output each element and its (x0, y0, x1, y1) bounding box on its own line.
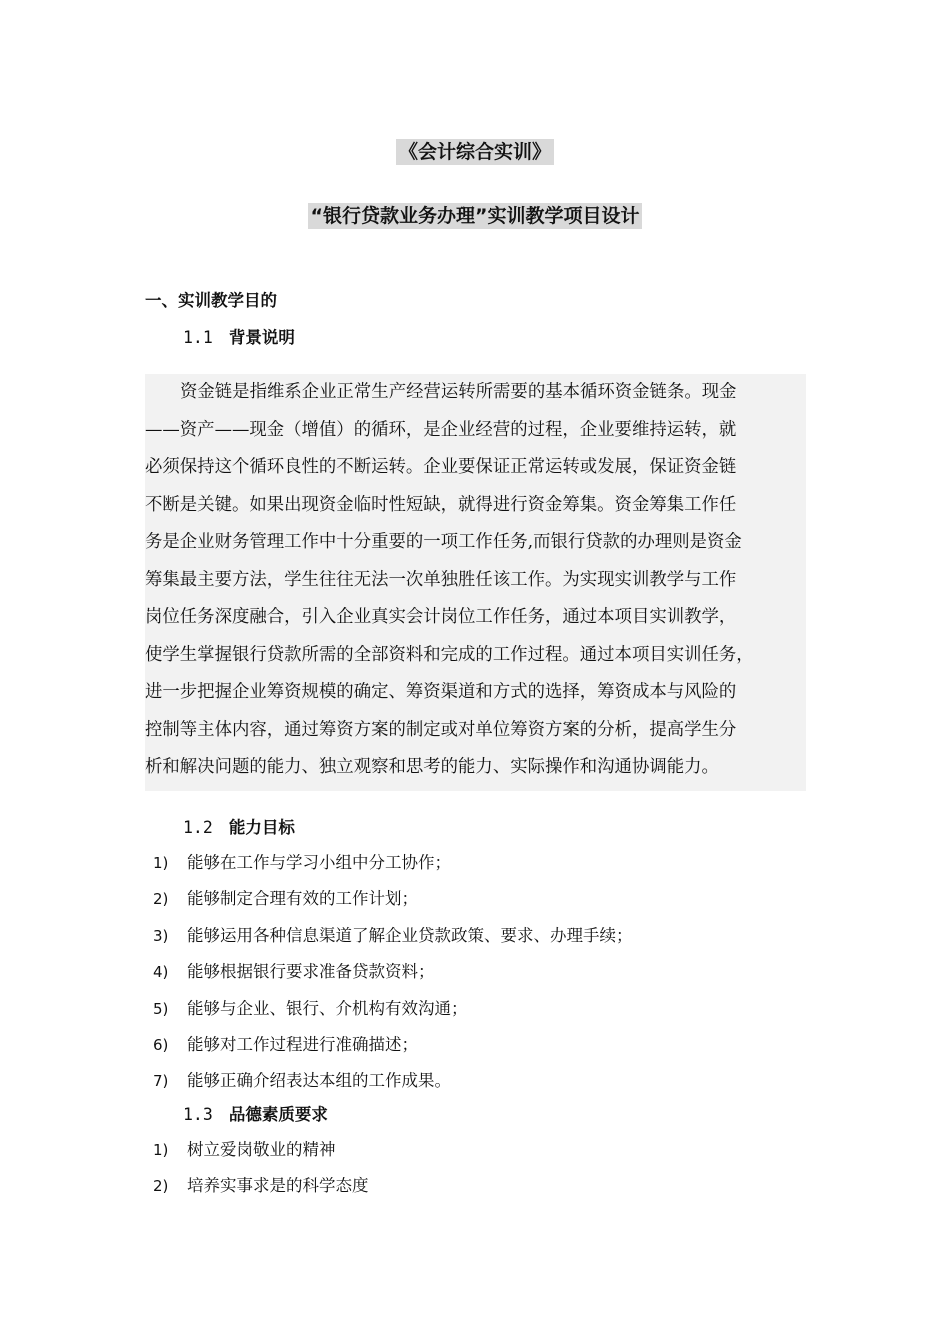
paragraph-line: 资金链是指维系企业正常生产经营运转所需要的基本循环资金链条。现金 (180, 382, 737, 402)
list-text: 能够运用各种信息渠道了解企业贷款政策、要求、办理手续； (187, 925, 633, 945)
list-item (153, 1067, 633, 1103)
subsection-label: 背景说明 (228, 328, 295, 347)
paragraph-line: 筹集最主要方法，学生往往无法一次单独胜任该工作。为实现实训教学与工作 (145, 569, 737, 590)
subsection-number: 1.1 (183, 328, 213, 347)
list-number: 4) (153, 963, 169, 982)
list-text: 培养实事求是的科学态度 (187, 1176, 369, 1196)
paragraph-line: 析和解决问题的能力、独立观察和思考的能力、实际操作和沟通协调能力。 (145, 757, 719, 777)
list-text: 能够对工作过程进行准确描述； (187, 1034, 418, 1054)
document-subtitle-text: “银行贷款业务办理”实训教学项目设计 (308, 203, 643, 229)
list-text: 能够正确介绍表达本组的工作成果。 (187, 1071, 451, 1091)
paragraph-line: 控制等主体内容，通过筹资方案的制定或对单位筹资方案的分析，提高学生分 (145, 719, 737, 740)
section-heading-1: 一、实训教学目的 (145, 291, 277, 310)
subsection-number: 1.2 (183, 818, 213, 837)
subsection-number: 1.3 (183, 1105, 213, 1124)
list-item (153, 1136, 369, 1172)
subsection-heading-1-3 (183, 1101, 328, 1125)
list-number: 5) (153, 999, 169, 1018)
ability-list (153, 849, 633, 1104)
subsection-label: 品德素质要求 (228, 1105, 328, 1124)
list-item (153, 958, 633, 994)
list-item (153, 922, 633, 958)
list-number: 3) (153, 926, 169, 945)
paragraph-line: 务是企业财务管理工作中十分重要的一项工作任务,而银行贷款的办理则是资金 (145, 532, 742, 552)
list-number: 1) (153, 1141, 169, 1159)
list-number: 2) (153, 1177, 169, 1196)
list-number: 1) (153, 854, 169, 872)
list-text: 能够根据银行要求准备贷款资料； (187, 962, 435, 982)
list-item (153, 849, 633, 885)
list-number: 6) (153, 1035, 169, 1054)
paragraph-line: 进一步把握企业筹资规模的确定、筹资渠道和方式的选择，筹资成本与风险的 (145, 682, 737, 702)
moral-list (153, 1136, 369, 1209)
list-text: 能够与企业、银行、介机构有效沟通； (187, 998, 468, 1018)
list-item (153, 995, 633, 1031)
paragraph-line: 使学生掌握银行贷款所需的全部资料和完成的工作过程。通过本项目实训任务， (145, 644, 754, 665)
list-item (153, 1031, 633, 1067)
list-text: 能够制定合理有效的工作计划； (187, 889, 418, 909)
list-number: 7) (153, 1072, 169, 1091)
document-title-text: 《会计综合实训》 (396, 139, 554, 165)
list-number: 2) (153, 890, 169, 909)
subsection-label: 能力目标 (228, 818, 295, 837)
list-text: 能够在工作与学习小组中分工协作； (187, 853, 451, 872)
subsection-heading-1-2 (183, 814, 295, 838)
paragraph-line: 岗位任务深度融合，引入企业真实会计岗位工作任务，通过本项目实训教学， (145, 607, 737, 627)
document-subtitle (0, 201, 950, 228)
list-text: 树立爱岗敬业的精神 (187, 1140, 336, 1159)
subsection-heading-1-1 (183, 324, 295, 348)
list-item (153, 1172, 369, 1208)
paragraph-line: 不断是关键。如果出现资金临时性短缺，就得进行资金筹集。资金筹集工作任 (145, 494, 737, 515)
background-paragraph (145, 374, 806, 791)
list-item (153, 885, 633, 921)
paragraph-line: 必须保持这个循环良性的不断运转。企业要保证正常运转或发展，保证资金链 (145, 457, 737, 477)
document-title (0, 137, 950, 164)
paragraph-line: ——资产——现金（增值）的循环，是企业经营的过程，企业要维持运转，就 (145, 419, 737, 440)
